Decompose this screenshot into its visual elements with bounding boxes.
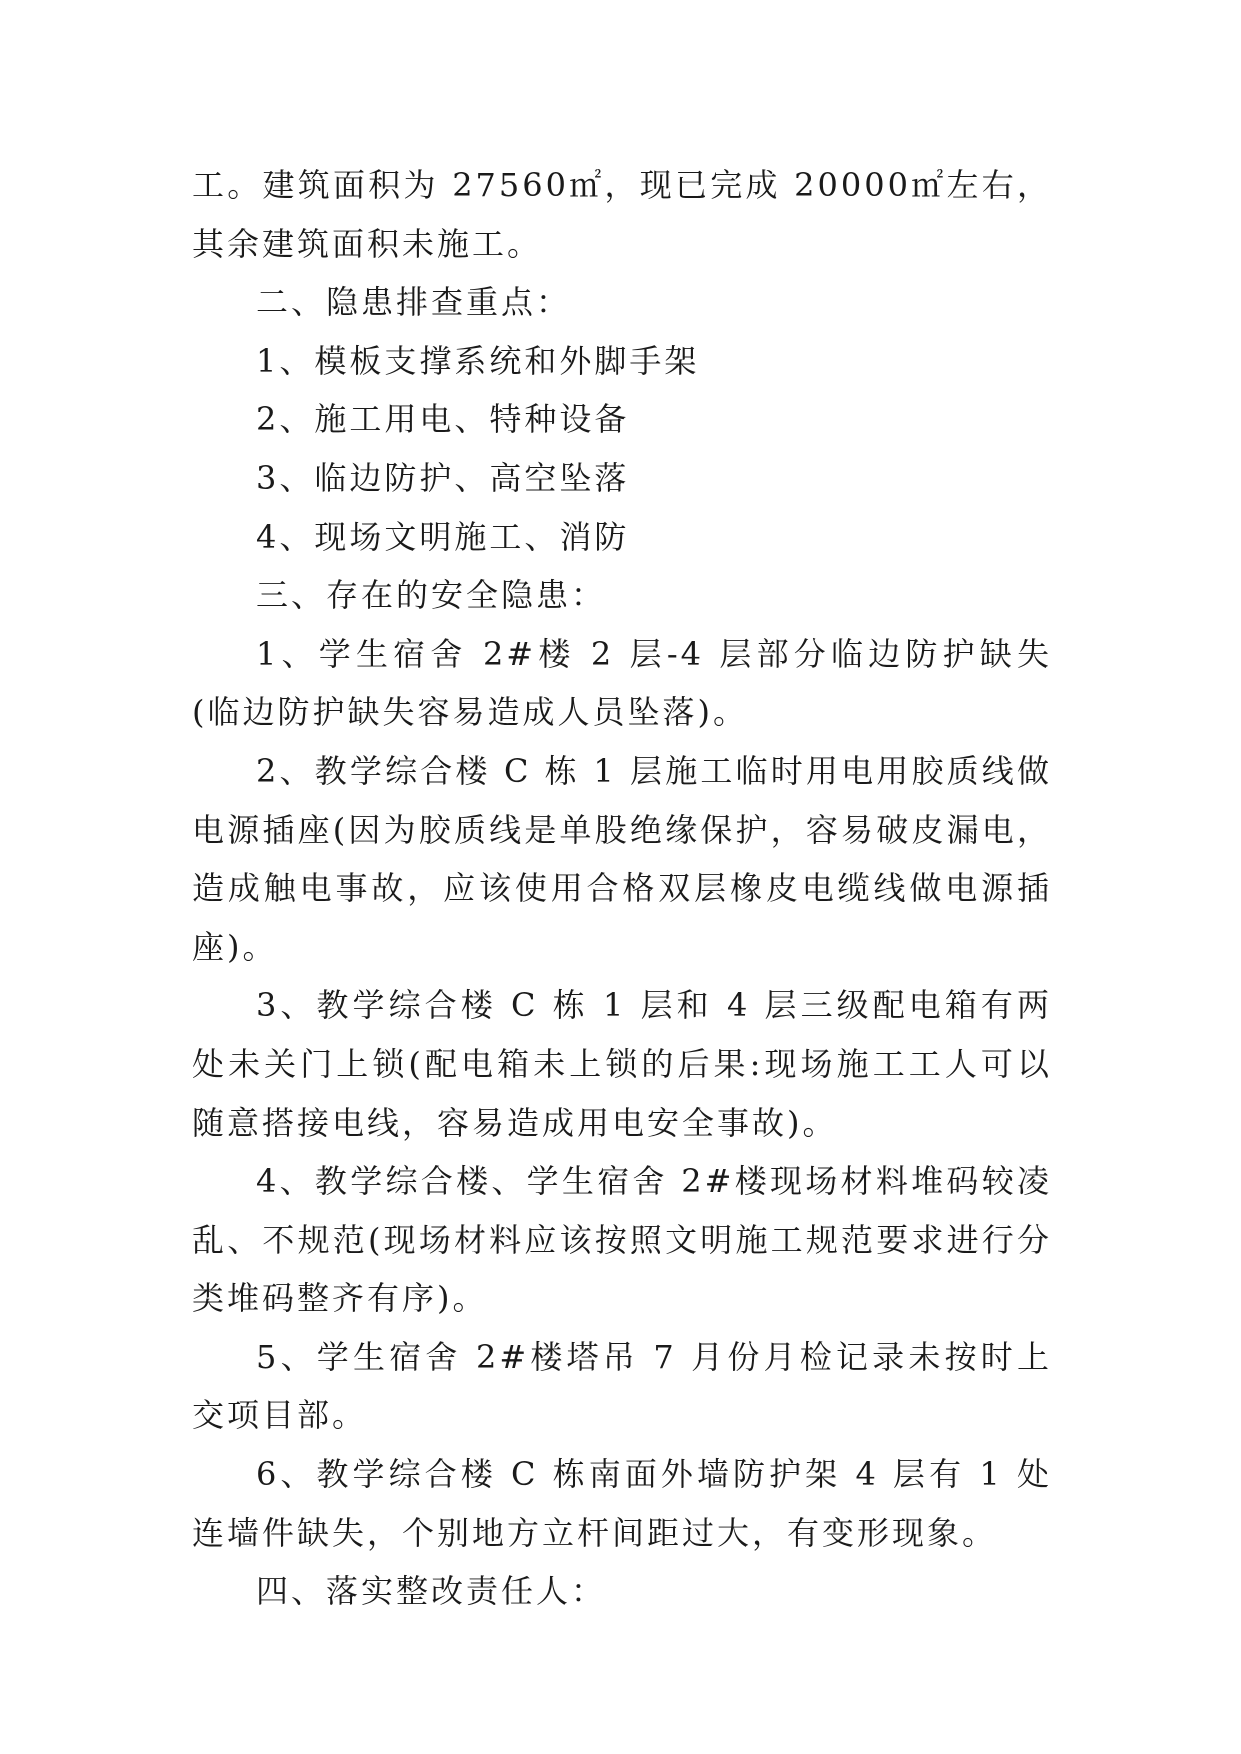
list-item-civilized-construction: 4、现场文明施工、消防 xyxy=(256,517,630,556)
hazard-item-3: 3、教学综合楼 C 栋 1 层和 4 层三级配电箱有两处未关门上锁(配电箱未上锁的后果:现场施工工人可以随意搭接电线，容易造成用电安全事故)。 xyxy=(192,986,1052,1142)
heading-rectification-responsible: 四、落实整改责任人： xyxy=(256,1572,607,1611)
list-item-edge-protection: 3、临边防护、高空坠落 xyxy=(256,458,630,497)
heading-existing-hazards: 三、存在的安全隐患： xyxy=(256,576,607,615)
list-item-formwork-scaffold: 1、模板支撑系统和外脚手架 xyxy=(256,341,700,380)
hazard-item-4: 4、教学综合楼、学生宿舍 2#楼现场材料堆码较凌乱、不规范(现场材料应该按照文明施工规范要求进行分类堆码整齐有序)。 xyxy=(192,1162,1052,1318)
hazard-item-5: 5、学生宿舍 2#楼塔吊 7 月份月检记录未按时上交项目部。 xyxy=(192,1337,1052,1435)
hazard-item-6: 6、教学综合楼 C 栋南面外墙防护架 4 层有 1 处连墙件缺失，个别地方立杆间距过大，有变形现象。 xyxy=(192,1455,1052,1552)
document-body xyxy=(192,156,1052,1621)
hazard-item-2: 2、教学综合楼 C 栋 1 层施工临时用电用胶质线做电源插座(因为胶质线是单股绝缘保护，容易破皮漏电，造成触电事故，应该使用合格双层橡皮电缆线做电源插座)。 xyxy=(192,751,1052,966)
list-item-electricity-equipment: 2、施工用电、特种设备 xyxy=(256,400,630,439)
hazard-item-1: 1、学生宿舍 2#楼 2 层-4 层部分临边防护缺失(临边防护缺失容易造成人员坠落)。 xyxy=(192,634,1052,732)
paragraph-building-area: 工。建筑面积为 27560㎡，现已完成 20000㎡左右，其余建筑面积未施工。 xyxy=(192,166,1052,263)
heading-inspection-focus: 二、隐患排查重点： xyxy=(256,283,572,322)
